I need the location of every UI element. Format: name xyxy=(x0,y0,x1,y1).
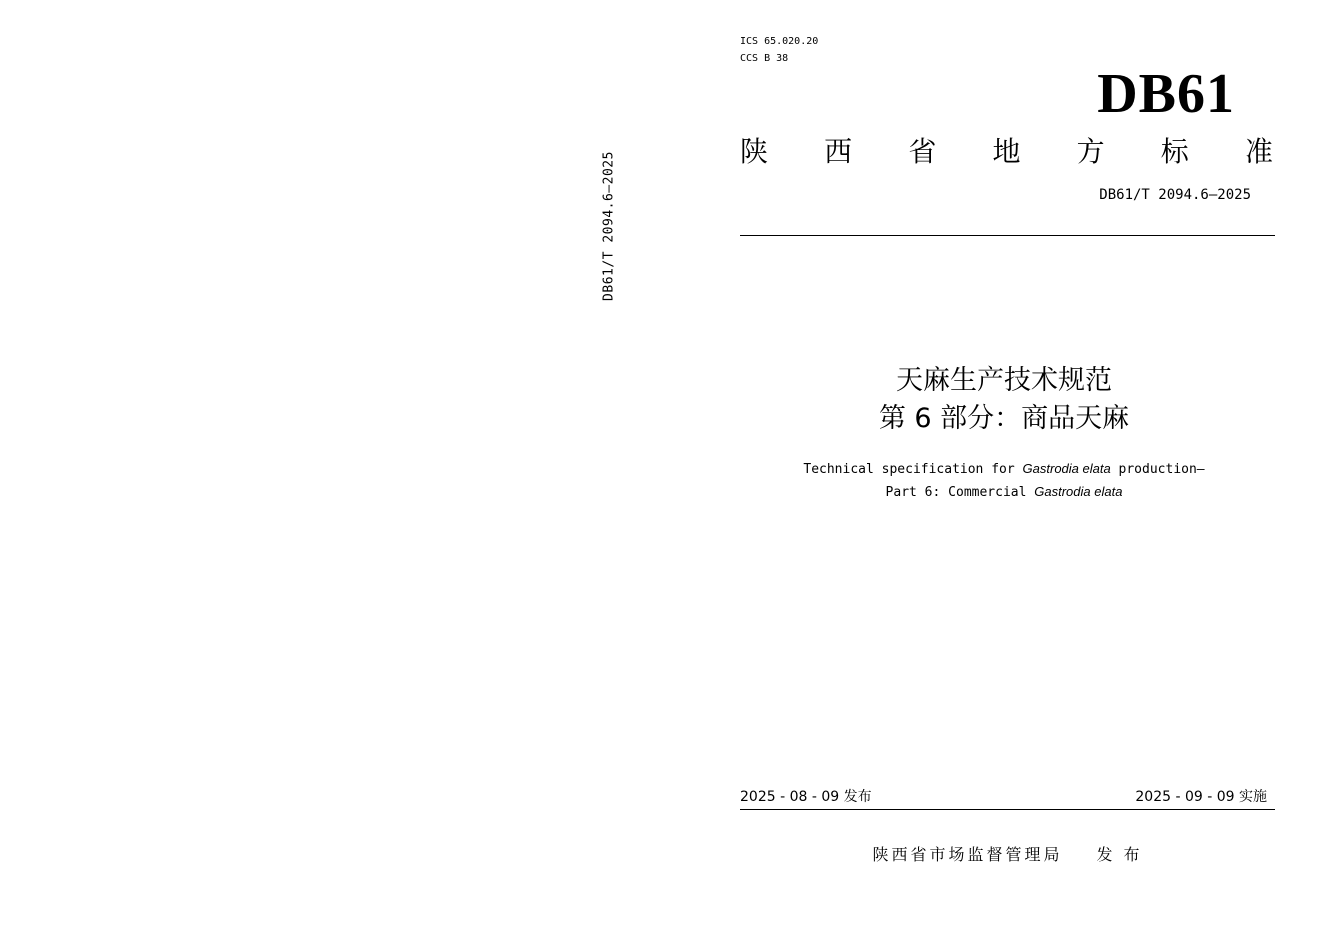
footer-divider xyxy=(740,809,1275,810)
species-name: Gastrodia elata xyxy=(1034,484,1123,499)
header-divider xyxy=(740,235,1275,236)
chinese-title-line1: 天麻生产技术规范 xyxy=(896,365,1112,396)
ics-code: ICS 65.020.20 xyxy=(740,36,819,47)
heading-char: 地 xyxy=(992,135,1021,168)
chinese-title-line2: 第 6 部分：商品天麻 xyxy=(878,403,1130,434)
implementation-date: 2025 - 09 - 09 实施 xyxy=(1135,789,1267,805)
province-standard-heading xyxy=(740,130,1273,170)
standard-number: DB61/T 2094.6—2025 xyxy=(1099,187,1251,203)
publisher-line xyxy=(740,842,1275,865)
ccs-code: CCS B 38 xyxy=(740,53,789,64)
issue-date: 2025 - 08 - 09 发布 xyxy=(740,789,872,805)
heading-char: 省 xyxy=(908,135,937,168)
publish-label: 发 布 xyxy=(1096,845,1143,864)
heading-char: 西 xyxy=(824,135,853,168)
english-title-line1: Technical specification for Gastrodia elata production— xyxy=(803,461,1205,477)
chinese-title xyxy=(740,362,1268,438)
heading-char: 准 xyxy=(1244,135,1273,168)
heading-char: 方 xyxy=(1076,135,1105,168)
spine-standard-code: DB61/T 2094.6—2025 xyxy=(601,151,617,301)
english-title-line2: Part 6: Commercial Gastrodia elata xyxy=(885,484,1123,500)
db-mark: DB61 xyxy=(1097,63,1235,125)
heading-char: 标 xyxy=(1160,135,1189,168)
publisher-name: 陕西省市场监督管理局 xyxy=(872,845,1063,864)
species-name: Gastrodia elata xyxy=(1022,461,1111,476)
heading-char: 陕 xyxy=(740,135,769,168)
english-title xyxy=(740,458,1268,504)
classification-codes xyxy=(740,33,818,67)
